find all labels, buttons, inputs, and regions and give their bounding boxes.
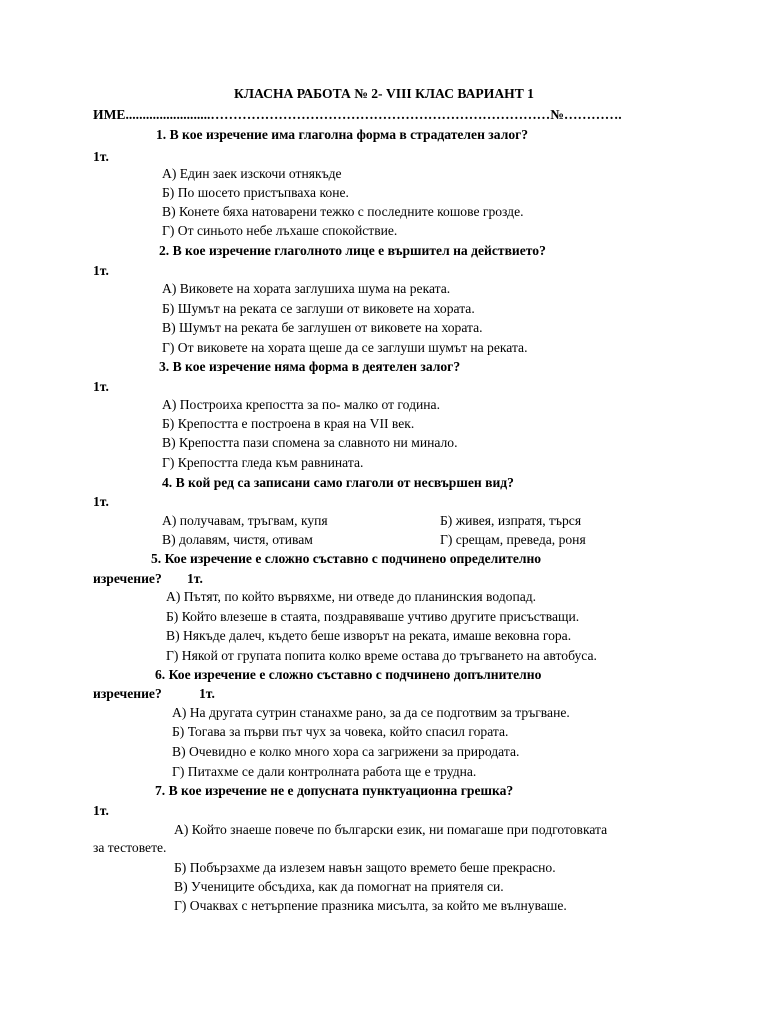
question-4-option-a: А) получавам, тръгвам, купя [162,513,328,528]
question-3-option-d: Г) Крепостта гледа към равнината. [162,455,364,470]
question-4-option-b: Б) живея, изпратя, търся [440,513,582,528]
question-2-option-c: В) Шумът на реката бе заглушен от виковете на хората. [162,320,483,335]
question-3-option-c: В) Крепостта пази спомена за славното ни минало. [162,435,458,450]
question-4-points: 1т. [93,494,109,509]
question-1-points: 1т. [93,149,109,164]
question-1-option-a: А) Един заек изскочи отнякъде [162,166,342,181]
question-5-option-d: Г) Някой от групата попита колко време остава до тръгването на автобуса. [166,648,597,663]
question-5-text-cont: изречение? [93,571,162,586]
question-5-text: 5. Кое изречение е сложно съставно с подчинено определително [151,551,542,566]
question-1-text: 1. В кое изречение има глаголна форма в страдателен залог? [156,127,529,142]
question-2-text: 2. В кое изречение глаголното лице е вършител на действието? [159,243,546,258]
question-6-option-c: В) Очевидно е колко много хора са загрижени за природата. [172,744,520,759]
question-2-option-a: А) Виковете на хората заглушиха шума на реката. [162,281,451,296]
question-5-option-c: В) Някъде далеч, където беше изворът на реката, имаше вековна гора. [166,628,572,643]
question-5-points: 1т. [187,571,203,586]
question-3-points: 1т. [93,379,109,394]
question-2-points: 1т. [93,263,109,278]
name-field-line: ИМЕ.........................…………………………………………………………………№…………. [93,107,622,122]
question-3-option-b: Б) Крепостта е построена в края на VII век. [162,416,415,431]
question-7-option-c: В) Учениците обсъдиха, как да помогнат на приятеля си. [174,879,504,894]
question-7-option-d: Г) Очаквах с нетърпение празника мисълта, за който ме вълнуваше. [174,898,567,913]
question-3-text: 3. В кое изречение няма форма в деятелен залог? [159,359,461,374]
question-7-option-a: А) Който знаеше повече по български език, ни помагаше при подготовката [174,822,608,837]
question-6-option-d: Г) Питахме се дали контролната работа ще е трудна. [172,764,477,779]
question-4-option-c: В) долавям, чистя, отивам [162,532,313,547]
page-title: КЛАСНА РАБОТА № 2- VIII КЛАС ВАРИАНТ 1 [234,86,534,101]
question-2-option-b: Б) Шумът на реката се заглуши от виковете на хората. [162,301,475,316]
question-7-option-a-cont: за тестовете. [93,840,167,855]
question-6-text: 6. Кое изречение е сложно съставно с подчинено допълнително [155,667,542,682]
question-1-option-b: Б) По шосето пристъпваха коне. [162,185,349,200]
question-6-points: 1т. [199,686,215,701]
question-1-option-d: Г) От синьото небе лъхаше спокойствие. [162,223,398,238]
question-5-option-a: А) Пътят, по който вървяхме, ни отведе до планинския водопад. [166,589,537,604]
question-3-option-a: А) Построиха крепостта за по- малко от година. [162,397,440,412]
question-4-option-d: Г) срещам, преведа, роня [440,532,586,547]
question-2-option-d: Г) От виковете на хората щеше да се заглуши шумът на реката. [162,340,528,355]
question-6-text-cont: изречение? [93,686,162,701]
question-6-option-a: А) На другата сутрин станахме рано, за да се подготвим за тръгване. [172,705,570,720]
question-7-option-b: Б) Побързахме да излезем навън защото времето беше прекрасно. [174,860,556,875]
question-7-points: 1т. [93,803,109,818]
question-5-option-b: Б) Който влезеше в стаята, поздравяваше учтиво другите присъстващи. [166,609,580,624]
question-1-option-c: В) Конете бяха натоварени тежко с последните кошове грозде. [162,204,524,219]
question-6-option-b: Б) Тогава за първи път чух за човека, който спасил гората. [172,724,509,739]
question-4-text: 4. В кой ред са записани само глаголи от несвършен вид? [162,475,514,490]
question-7-text: 7. В кое изречение не е допусната пунктуационна грешка? [155,783,514,798]
